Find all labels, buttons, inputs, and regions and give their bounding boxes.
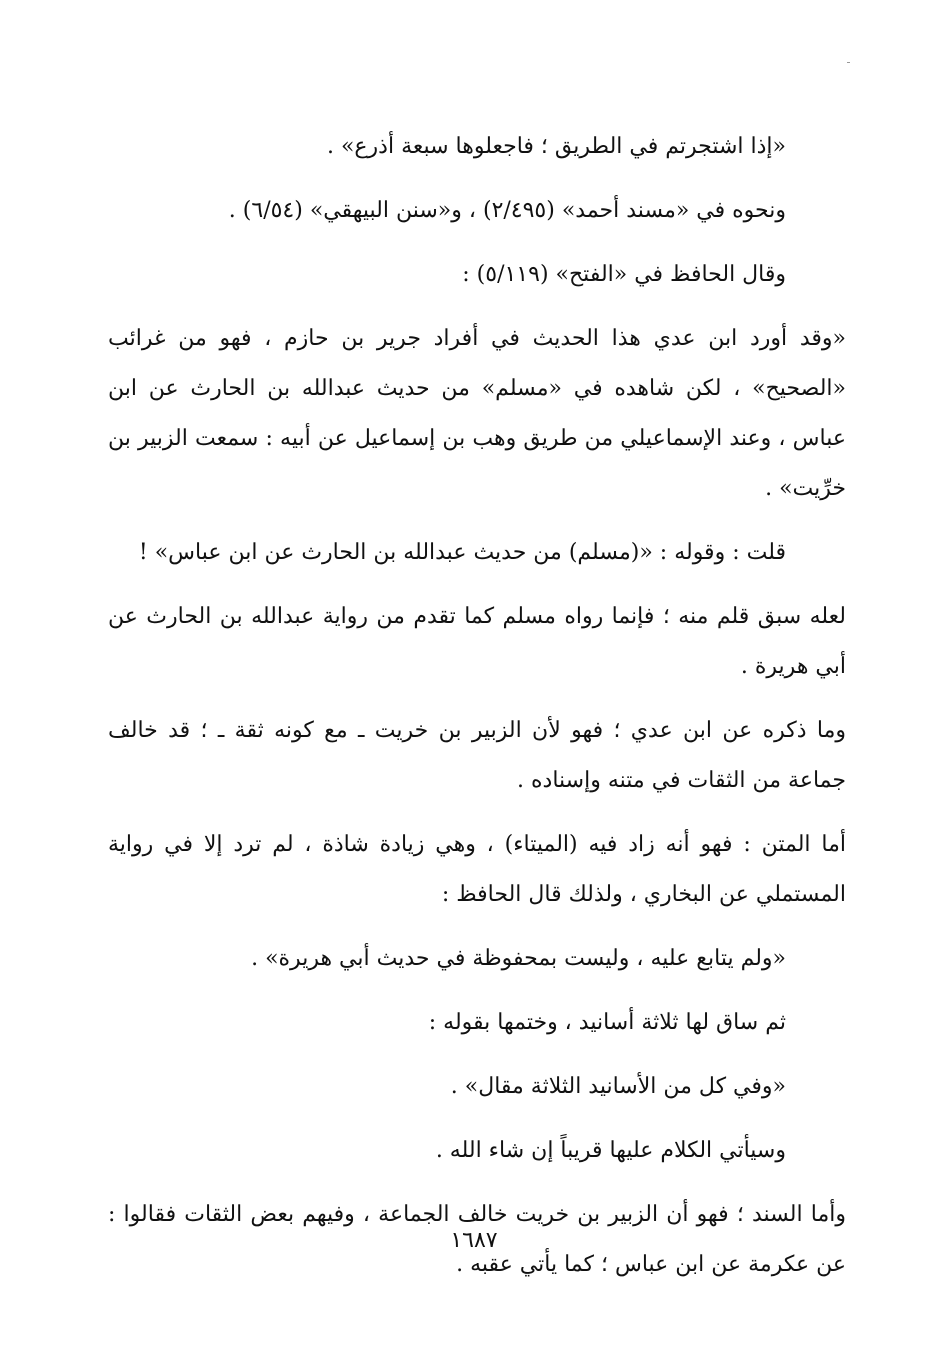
reference-paragraph: ونحوه في «مسند أحمد» (٢/٤٩٥) ، و«سنن البيهقي» (٦/٥٤) . [228, 198, 786, 223]
maqal-quote-paragraph: «وفي كل من الأسانيد الثلاثة مقال» . [450, 1074, 786, 1099]
body-text [108, 122, 846, 1304]
scan-mark [847, 62, 850, 63]
asanid-paragraph: ثم ساق لها ثلاثة أسانيد ، وختمها بقوله : [428, 1010, 786, 1035]
hafiz-quote-paragraph: «ولم يتابع عليه ، وليست بمحفوظة في حديث أبي هريرة» . [251, 946, 786, 971]
fath-quote-paragraph: «وقد أورد ابن عدي هذا الحديث في أفراد جرير بن حازم ، فهو من غرائب «الصحيح» ، لكن شاهده في «مسلم» من حديث عبدالله بن الحارث عن ابن عباس ، وعند الإسماعيلي من طريق وهب بن إسماعيل عن أبيه : سمعت الزبير بن خرِّيت» . [108, 326, 846, 501]
page-number: ١٦٨٧ [450, 1228, 498, 1253]
matn-paragraph: أما المتن : فهو أنه زاد فيه (الميتاء) ، وهي زيادة شاذة ، لم ترد إلا في رواية المستملي عن البخاري ، ولذلك قال الحافظ : [108, 832, 846, 907]
qultu-paragraph: قلت : وقوله : «(مسلم) من حديث عبدالله بن الحارث عن ابن عباس» ! [138, 540, 786, 565]
hafiz-intro-paragraph: وقال الحافظ في «الفتح» (٥/١١٩) : [462, 262, 786, 287]
sabq-qalam-paragraph: لعله سبق قلم منه ؛ فإنما رواه مسلم كما تقدم من رواية عبدالله بن الحارث عن أبي هريرة . [108, 604, 846, 679]
quote-paragraph-1: «إذا اشتجرتم في الطريق ؛ فاجعلوها سبعة أذرع» . [326, 134, 786, 159]
sanad-paragraph: وأما السند ؛ فهو أن الزبير بن خريت خالف الجماعة ، وفيهم بعض الثقات فقالوا : عن عكرمة عن ابن عباس ؛ كما يأتي عقبه . [108, 1202, 846, 1277]
sayati-paragraph: وسيأتي الكلام عليها قريباً إن شاء الله . [435, 1138, 786, 1163]
ibn-adi-paragraph: وما ذكره عن ابن عدي ؛ فهو لأن الزبير بن خريت ـ مع كونه ثقة ـ ؛ قد خالف جماعة من الثقات في متنه وإسناده . [108, 718, 846, 793]
